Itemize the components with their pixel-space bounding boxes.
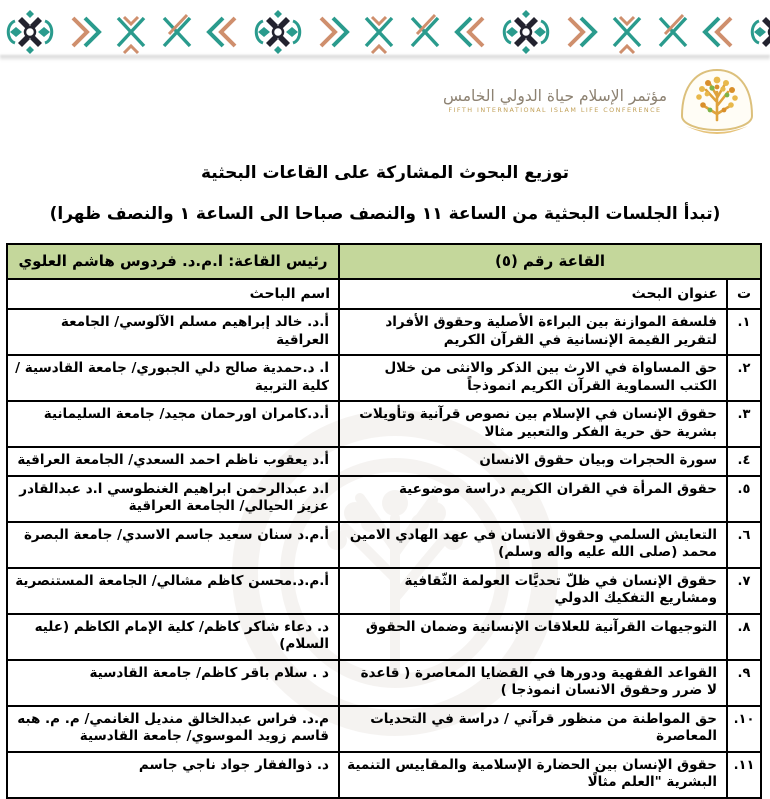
logo-title-arabic: مؤتمر الإسلام حياة الدولي الخامس [442, 86, 667, 105]
row-number: ٤. [727, 447, 761, 476]
paper-title: حقوق المرأة في القران الكريم دراسة موضوعية [339, 476, 727, 522]
hall-number-header: القاعة رقم (٥) [339, 244, 761, 279]
researcher-name: أ.م.د سنان سعيد جاسم الاسدي/ جامعة البصرة [7, 522, 339, 568]
table-row [7, 401, 761, 447]
table-row [7, 447, 761, 476]
ornament-chevron-right-icon [318, 9, 352, 55]
paper-title: التعايش السلمي وحقوق الانسان في عهد الهادي الامين محمد (صلى الله عليه واله وسلم) [339, 522, 727, 568]
page-subtitle: (تبدأ الجلسات البحثية من الساعة ١١ والنصف صباحا الى الساعة ١ والنصف ظهرا) [49, 204, 721, 224]
row-number: ١١. [727, 752, 761, 798]
papers-table [6, 243, 762, 799]
paper-title: حقوق الإنسان في ظلّ تحديَّات العولمة الثّقافية ومشاريع التفكيك الدولي [339, 568, 727, 614]
col-header-number: ت [727, 279, 761, 309]
table-row [7, 522, 761, 568]
ornament-x-icon [609, 9, 645, 55]
ornament-chevron-left-icon [452, 9, 486, 55]
row-number: ٣. [727, 401, 761, 447]
paper-title: حقوق الإنسان بين الحضارة الإسلامية والمقاييس التنمية البشرية "العلم مثالًا [339, 752, 727, 798]
ornament-x-icon [407, 9, 443, 55]
ornament-medallion-icon [248, 9, 308, 55]
paper-title: التوجيهات القرآنية للعلاقات الإنسانية وضمان الحقوق [339, 614, 727, 660]
ornament-chevron-right-icon [70, 9, 104, 55]
researcher-name: أ.د. خالد إبراهيم مسلم الآلوسي/ الجامعة العراقية [7, 309, 339, 355]
row-number: ٨. [727, 614, 761, 660]
researcher-name: د . سلام باقر كاظم/ جامعة القادسية [7, 660, 339, 706]
decorative-border [0, 8, 770, 56]
table-row [7, 568, 761, 614]
table-row [7, 660, 761, 706]
ornament-chevron-right-icon [566, 9, 600, 55]
row-number: ١. [727, 309, 761, 355]
paper-title: القواعد الفقهية ودورها في القضايا المعاصرة ( قاعدة لا ضرر وحقوق الانسان انموذجا ) [339, 660, 727, 706]
table-row [7, 752, 761, 798]
row-number: ٩. [727, 660, 761, 706]
ornament-x-icon [655, 9, 691, 55]
researcher-name: ا. د.حمدية صالح دلي الجبوري/ جامعة القادسية / كلية التربية [7, 355, 339, 401]
col-header-researcher: اسم الباحث [7, 279, 339, 309]
column-header-row [7, 279, 761, 309]
researcher-name: م.د. فراس عبدالخالق منديل الغانمي/ م. م. هبه قاسم زويد الموسوي/ جامعة القادسية [7, 706, 339, 752]
researcher-name: د. دعاء شاكر كاظم/ كلية الإمام الكاظم (عليه السلام) [7, 614, 339, 660]
ornament-x-icon [159, 9, 195, 55]
paper-title: سورة الحجرات وبيان حقوق الانسان [339, 447, 727, 476]
table-row [7, 355, 761, 401]
row-number: ١٠. [727, 706, 761, 752]
table-row [7, 706, 761, 752]
border-shadow [0, 55, 770, 61]
logo-title-english: FIFTH INTERNATIONAL ISLAM LIFE CONFERENCE [448, 105, 662, 114]
ornament-x-icon [113, 9, 149, 55]
table-row [7, 476, 761, 522]
paper-title: حق المواطنة من منظور قرآني / دراسة في التحديات المعاصرة [339, 706, 727, 752]
page-heading [0, 163, 770, 224]
researcher-name: د. ذوالفقار جواد ناجي جاسم [7, 752, 339, 798]
table-row [7, 309, 761, 355]
hall-header-row [7, 244, 761, 279]
researcher-name: أ.د يعقوب ناظم احمد السعدي/ الجامعة العراقية [7, 447, 339, 476]
researcher-name: ا.د عبدالرحمن ابراهيم الغنطوسي ا.د عبدالقادر عزيز الحيالي/ الجامعة العراقية [7, 476, 339, 522]
paper-title: حقوق الإنسان في الإسلام بين نصوص قرآنية وتأويلات بشرية حق حرية الفكر والتعبير مثالا [339, 401, 727, 447]
ornament-x-icon [361, 9, 397, 55]
col-header-title: عنوان البحث [339, 279, 727, 309]
row-number: ٦. [727, 522, 761, 568]
row-number: ٧. [727, 568, 761, 614]
ornament-chevron-left-icon [700, 9, 734, 55]
conference-logo [443, 62, 760, 138]
paper-title: حق المساواة في الارث بين الذكر والانثى من خلال الكتب السماوية القرآن الكريم انموذجاً [339, 355, 727, 401]
paper-title: فلسفة الموازنة بين البراءة الأصلية وحقوق الأفراد لتقرير القيمة الإنسانية في القرآن الكريم [339, 309, 727, 355]
table-row [7, 614, 761, 660]
hall-chair-header: رئيس القاعة: ا.م.د. فردوس هاشم العلوي [7, 244, 339, 279]
logo-text [443, 86, 667, 115]
researcher-name: أ.د.كامران اورحمان مجيد/ جامعة السليمانية [7, 401, 339, 447]
ornament-chevron-left-icon [204, 9, 238, 55]
page-title: توزيع البحوث المشاركة على القاعات البحثية [200, 163, 570, 183]
row-number: ٢. [727, 355, 761, 401]
ornament-medallion-icon [0, 9, 60, 55]
ornament-medallion-icon [496, 9, 556, 55]
researcher-name: أ.م.د.محسن كاظم مشالي/ الجامعة المستنصرية [7, 568, 339, 614]
tree-logo-icon [674, 62, 760, 138]
row-number: ٥. [727, 476, 761, 522]
ornament-medallion-icon [744, 9, 770, 55]
